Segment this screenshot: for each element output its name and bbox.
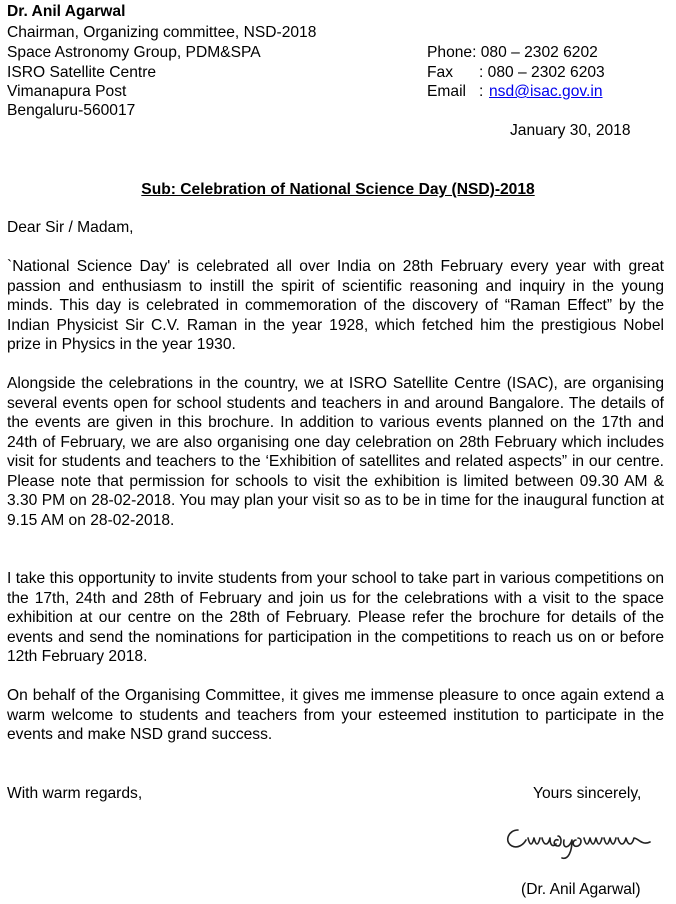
sender-city: Bengaluru-560017 [7,102,136,119]
sender-designation: Chairman, Organizing committee, NSD-2018 [7,24,317,41]
closing-left: With warm regards, [7,785,143,802]
sender-org: ISRO Satellite Centre [7,64,157,81]
phone-label: Phone [427,44,473,61]
paragraph-1: `National Science Day' is celebrated all over India on 28th February every year with great passion and enthusiasm to instill the spirit of scientific reasoning and inquiry in the young minds. This day is celebrated in commemoration of the discovery of “Raman Effect” by the Indian Physicist Sir C.V. Raman in the year 1928, which fetched him the prestigious Nobel prize in Physics in the year 1930. [7,258,664,353]
paragraph-3: I take this opportunity to invite students from your school to take part in various competitions on the 17th, 24th and 28th of February and join us for the celebrations with a visit to the space exhibition at our centre on the 28th of February. Please refer the brochure for details of the events and send the nominations for participation in the competitions to reach us on or before 12th February 2018. [7,570,664,665]
phone-value: : 080 – 2302 6202 [472,44,598,61]
fax-value: : 080 – 2302 6203 [479,64,605,81]
signatory-name: (Dr. Anil Agarwal) [521,881,641,898]
fax-label: Fax [427,64,453,81]
paragraph-2: Alongside the celebrations in the country, we at ISRO Satellite Centre (ISAC), are organising several events open for school students and teachers in and around Bangalore. The details of the events are given in this brochure. In addition to various events planned on the 17th and 24th of February, we are also organising one day celebration on 28th February which includes visit for students and teachers to the ‘Exhibition of satellites and related aspects” in our centre. Please note that permission for schools to visit the exhibition is limited between 09.30 AM & 3.30 PM on 28-02-2018. You may plan your visit so as to be in time for the inaugural function at 9.15 AM on 28-02-2018. [7,375,664,529]
sender-post: Vimanapura Post [7,83,127,100]
paragraph-4: On behalf of the Organising Committee, it gives me immense pleasure to once again extend a warm welcome to students and teachers from your esteemed institution to participate in the events and make NSD grand success. [7,687,664,743]
salutation: Dear Sir / Madam, [7,219,134,236]
closing-right: Yours sincerely, [533,785,642,802]
letter-date: January 30, 2018 [510,122,631,139]
contact-phone [427,43,598,62]
email-label: Email [427,83,466,100]
contact-email [427,82,603,101]
sender-name: Dr. Anil Agarwal [7,3,126,20]
contact-fax [427,63,605,82]
email-colon: : [479,83,484,100]
subject-line: Sub: Celebration of National Science Day (NSD)-2018 [141,181,535,198]
sender-group: Space Astronomy Group, PDM&SPA [7,44,261,61]
email-link[interactable]: nsd@isac.gov.in [489,83,603,100]
handwritten-signature [500,816,665,866]
